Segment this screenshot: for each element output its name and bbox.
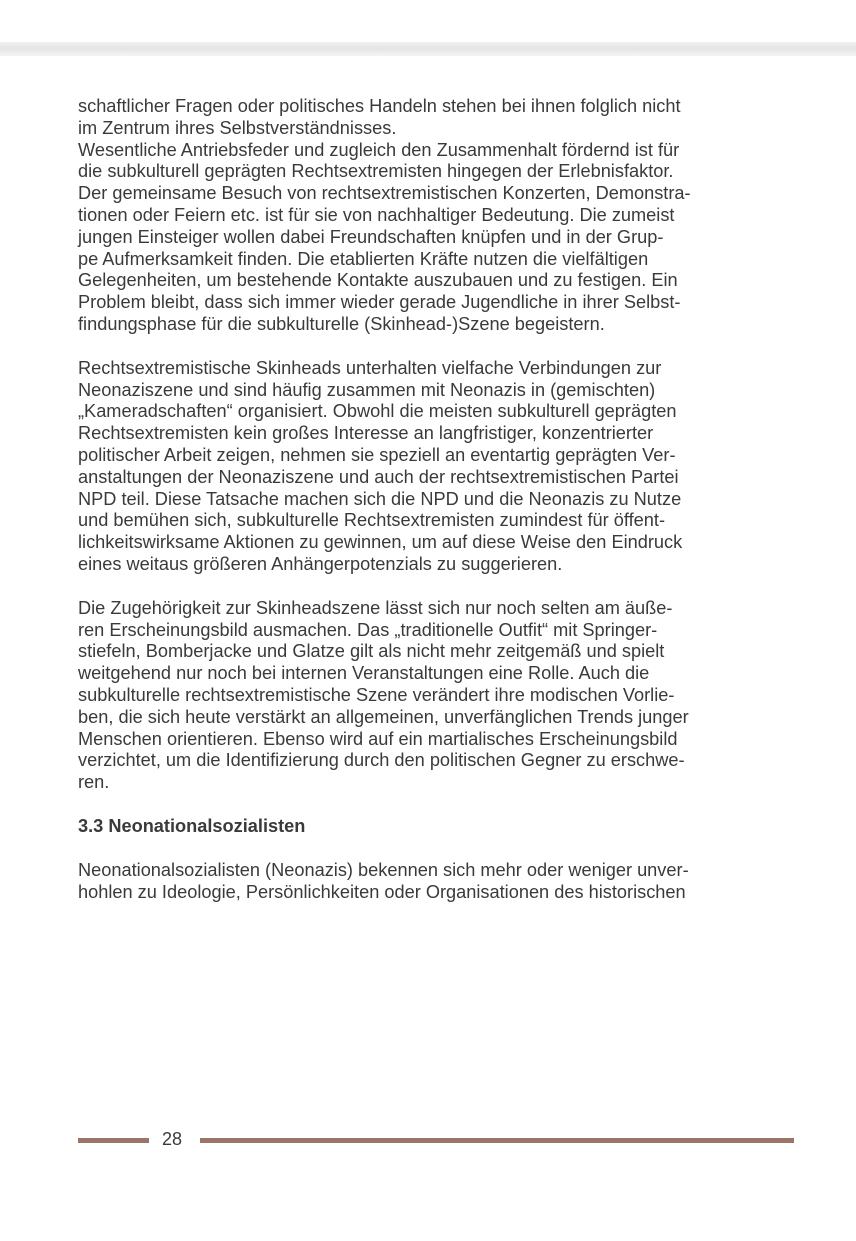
text-line: findungsphase für die subkulturelle (Skinhead-)Szene begeistern. bbox=[78, 313, 605, 334]
paragraph-3 bbox=[78, 598, 788, 794]
paragraph-spacer bbox=[78, 794, 788, 816]
footer-rule-right bbox=[200, 1138, 794, 1143]
paragraph-2 bbox=[78, 358, 788, 576]
top-scan-shadow bbox=[0, 42, 856, 56]
page-body bbox=[78, 96, 788, 903]
text-line: verzichtet, um die Identifizierung durch den politischen Gegner zu erschwe- bbox=[78, 750, 685, 771]
text-line: Die Zugehörigkeit zur Skinheadszene lässt sich nur noch selten am äuße- bbox=[78, 597, 673, 618]
text-line: und bemühen sich, subkulturelle Rechtsextremisten zumindest für öffent- bbox=[78, 510, 666, 531]
text-line: politischer Arbeit zeigen, nehmen sie speziell an eventartig geprägten Ver- bbox=[78, 444, 676, 465]
text-line: Problem bleibt, dass sich immer wieder gerade Jugendliche in ihrer Selbst- bbox=[78, 292, 681, 313]
paragraph-1 bbox=[78, 96, 788, 336]
footer-rule-left bbox=[78, 1138, 149, 1143]
text-line: Gelegenheiten, um bestehende Kontakte auszubauen und zu festigen. Ein bbox=[78, 270, 678, 291]
text-line: im Zentrum ihres Selbstverständnisses. bbox=[78, 117, 397, 138]
text-line: Wesentliche Antriebsfeder und zugleich den Zusammenhalt fördernd ist für bbox=[78, 139, 680, 160]
text-line: Neonationalsozialisten (Neonazis) bekennen sich mehr oder weniger unver- bbox=[78, 859, 689, 880]
text-line: „Kameradschaften“ organisiert. Obwohl die meisten subkulturell geprägten bbox=[78, 401, 677, 422]
text-line: jungen Einsteiger wollen dabei Freundschaften knüpfen und in der Grup- bbox=[78, 226, 664, 247]
text-line: anstaltungen der Neonaziszene und auch der rechtsextremistischen Partei bbox=[78, 466, 679, 487]
text-line: weitgehend nur noch bei internen Veranstaltungen eine Rolle. Auch die bbox=[78, 663, 650, 684]
text-line: lichkeitswirksame Aktionen zu gewinnen, um auf diese Weise den Eindruck bbox=[78, 532, 683, 553]
text-line: schaftlicher Fragen oder politisches Handeln stehen bei ihnen folglich nicht bbox=[78, 96, 681, 116]
text-line: Menschen orientieren. Ebenso wird auf ein martialisches Erscheinungsbild bbox=[78, 728, 678, 749]
page-number: 28 bbox=[162, 1129, 183, 1149]
text-line: stiefeln, Bomberjacke und Glatze gilt als nicht mehr zeitgemäß und spielt bbox=[78, 641, 665, 662]
paragraph-spacer bbox=[78, 336, 788, 358]
page-footer bbox=[78, 1128, 794, 1150]
text-line: eines weitaus größeren Anhängerpotenzials zu suggerieren. bbox=[78, 553, 563, 574]
text-line: pe Aufmerksamkeit finden. Die etablierten Kräfte nutzen die vielfältigen bbox=[78, 248, 649, 269]
text-line: die subkulturell geprägten Rechtsextremisten hingegen der Erlebnisfaktor. bbox=[78, 161, 674, 182]
paragraph-4 bbox=[78, 860, 788, 904]
text-line: Rechtsextremistische Skinheads unterhalten vielfache Verbindungen zur bbox=[78, 357, 662, 378]
paragraph-spacer bbox=[78, 838, 788, 860]
text-line: subkulturelle rechtsextremistische Szene verändert ihre modischen Vorlie- bbox=[78, 684, 675, 705]
text-line: Der gemeinsame Besuch von rechtsextremistischen Konzerten, Demonstra- bbox=[78, 183, 691, 204]
text-line: hohlen zu Ideologie, Persönlichkeiten oder Organisationen des historischen bbox=[78, 881, 686, 902]
text-line: NPD teil. Diese Tatsache machen sich die NPD und die Neonazis zu Nutze bbox=[78, 488, 682, 509]
text-line: Rechtsextremisten kein großes Interesse an langfristiger, konzentrierter bbox=[78, 423, 654, 444]
text-line: ren Erscheinungsbild ausmachen. Das „traditionelle Outfit“ mit Springer- bbox=[78, 619, 658, 640]
text-line: ren. bbox=[78, 772, 110, 793]
text-line: tionen oder Feiern etc. ist für sie von nachhaltiger Bedeutung. Die zumeist bbox=[78, 204, 675, 225]
paragraph-spacer bbox=[78, 576, 788, 598]
section-heading: 3.3 Neonationalsozialisten bbox=[78, 815, 306, 836]
text-line: ben, die sich heute verstärkt an allgemeinen, unverfänglichen Trends junger bbox=[78, 706, 689, 727]
text-line: Neonaziszene und sind häufig zusammen mit Neonazis in (gemischten) bbox=[78, 379, 656, 400]
